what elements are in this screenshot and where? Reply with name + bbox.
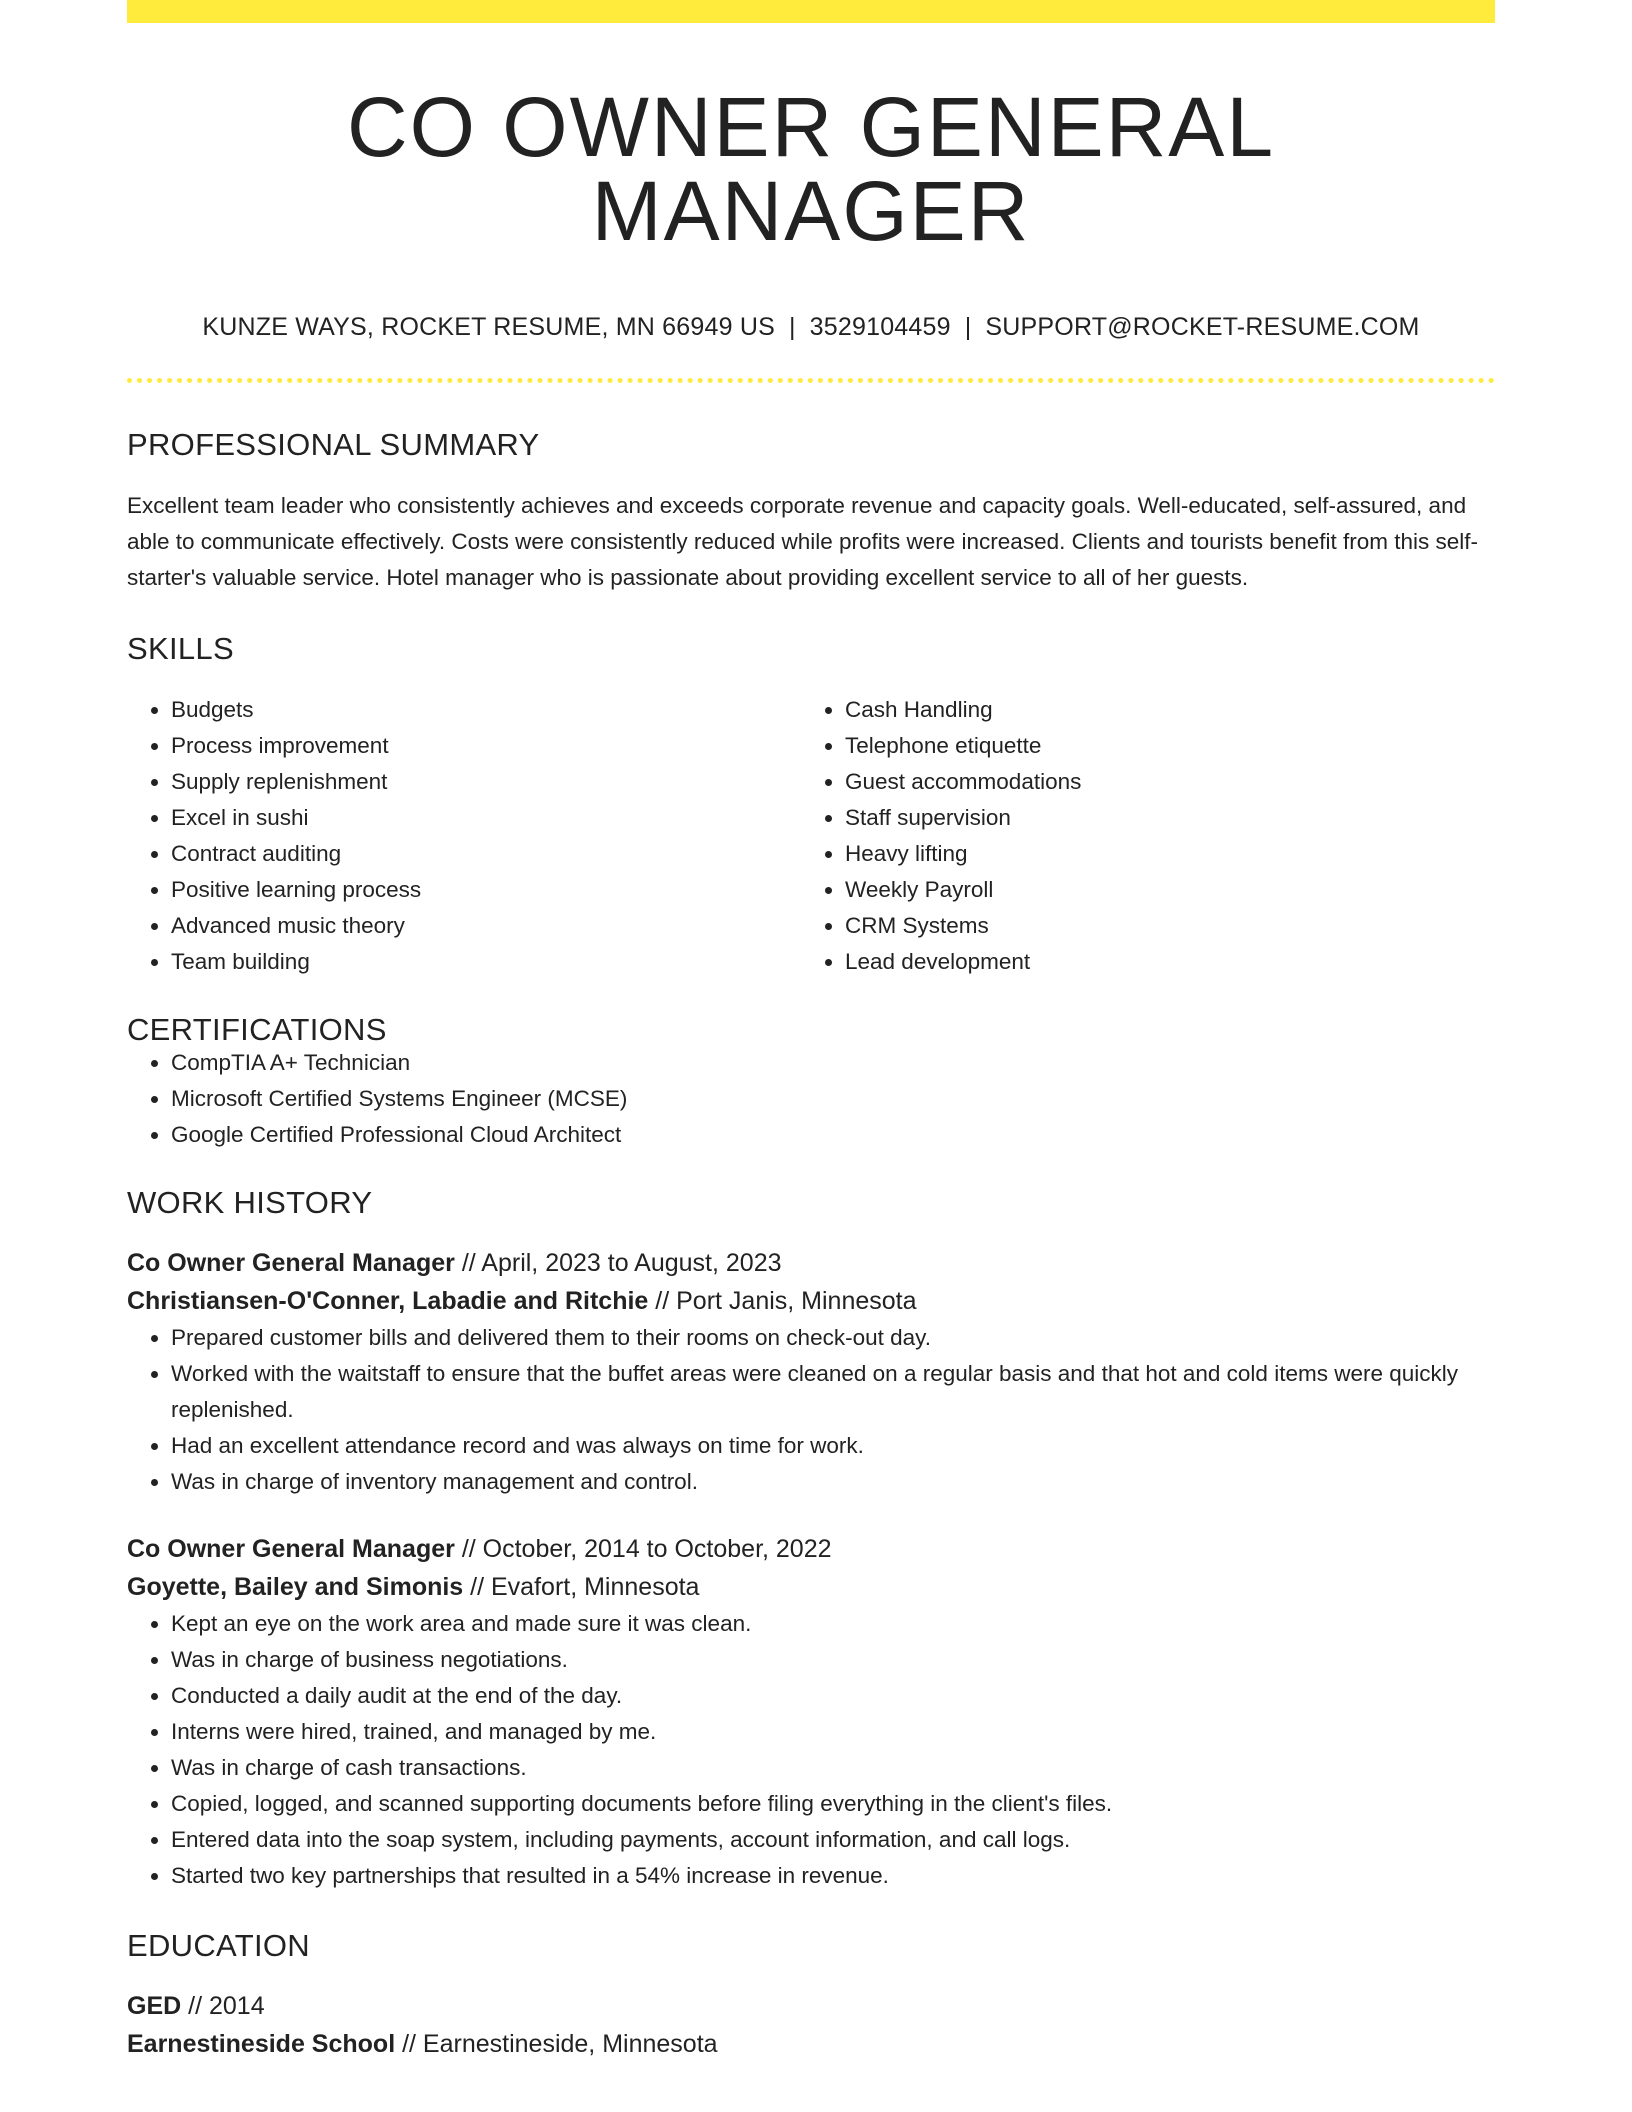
job-duty-item: • Worked with the waitstaff to ensure that the buffet areas were cleaned on a regular basis and that hot and cold items were quickly replenished. <box>171 1356 1495 1428</box>
skill-item: • Guest accommodations <box>845 764 1475 800</box>
summary-heading: PROFESSIONAL SUMMARY <box>127 427 540 462</box>
job-role: Co Owner General Manager <box>127 1535 455 1563</box>
job-company: Christiansen-O'Conner, Labadie and Ritchie <box>127 1287 649 1315</box>
job-duty-item: • Entered data into the soap system, including payments, account information, and call logs. <box>171 1822 1495 1858</box>
skill-item: • Budgets <box>171 692 801 728</box>
candidate-name: CO OWNER GENERAL MANAGER <box>346 80 1276 258</box>
certification-item: • CompTIA A+ Technician <box>171 1045 1495 1081</box>
education-degree-line <box>127 1987 1495 2025</box>
job-company: Goyette, Bailey and Simonis <box>127 1573 464 1601</box>
job-duties-list <box>127 1320 1495 1500</box>
job-location: // Port Janis, Minnesota <box>655 1287 917 1315</box>
certification-item: • Microsoft Certified Systems Engineer (MCSE) <box>171 1081 1495 1117</box>
skill-item: • Excel in sushi <box>171 800 801 836</box>
dotted-divider <box>127 378 1495 383</box>
job-duty-item: • Had an excellent attendance record and was always on time for work. <box>171 1428 1495 1464</box>
job-location: // Evafort, Minnesota <box>470 1573 700 1601</box>
skills-column-right <box>801 692 1475 980</box>
job-duty-item: • Prepared customer bills and delivered them to their rooms on check-out day. <box>171 1320 1495 1356</box>
job-duties-list <box>127 1606 1495 1894</box>
contact-separator: | <box>964 313 972 341</box>
job-dates: // April, 2023 to August, 2023 <box>461 1249 782 1277</box>
contact-separator: | <box>788 313 796 341</box>
certifications-heading: CERTIFICATIONS <box>127 1012 387 1047</box>
job-title-line <box>127 1244 1495 1282</box>
job-duty-item: • Interns were hired, trained, and managed by me. <box>171 1714 1495 1750</box>
skill-item: • Supply replenishment <box>171 764 801 800</box>
skill-item: • Process improvement <box>171 728 801 764</box>
skill-item: • Positive learning process <box>171 872 801 908</box>
job-duty-item: • Kept an eye on the work area and made sure it was clean. <box>171 1606 1495 1642</box>
skills-grid <box>127 692 1495 980</box>
job-duty-item: • Was in charge of cash transactions. <box>171 1750 1495 1786</box>
education-year: // 2014 <box>188 1992 265 2020</box>
job-duty-item: • Conducted a daily audit at the end of the day. <box>171 1678 1495 1714</box>
skill-item: • Cash Handling <box>845 692 1475 728</box>
contact-address: KUNZE WAYS, ROCKET RESUME, MN 66949 US <box>202 313 775 341</box>
education-location: // Earnestineside, Minnesota <box>402 2030 718 2058</box>
education-school: Earnestineside School <box>127 2030 396 2058</box>
skill-item: • Lead development <box>845 944 1475 980</box>
skills-column-left <box>127 692 801 980</box>
skills-heading: SKILLS <box>127 631 234 666</box>
skill-item: • Staff supervision <box>845 800 1475 836</box>
education-degree: GED <box>127 1992 182 2020</box>
job-dates: // October, 2014 to October, 2022 <box>461 1535 832 1563</box>
education-heading: EDUCATION <box>127 1928 310 1963</box>
job-title-line <box>127 1530 1495 1568</box>
job-duty-item: • Was in charge of business negotiations. <box>171 1642 1495 1678</box>
work-history-heading: WORK HISTORY <box>127 1185 373 1220</box>
certifications-list <box>127 1045 1495 1153</box>
skill-item: • Heavy lifting <box>845 836 1475 872</box>
skill-item: • Telephone etiquette <box>845 728 1475 764</box>
skill-item: • Weekly Payroll <box>845 872 1475 908</box>
resume-page <box>127 0 1495 2063</box>
job-duty-item: • Started two key partnerships that resulted in a 54% increase in revenue. <box>171 1858 1495 1894</box>
job-company-line <box>127 1282 1495 1320</box>
job-duty-item: • Was in charge of inventory management and control. <box>171 1464 1495 1500</box>
skill-item: • Contract auditing <box>171 836 801 872</box>
contact-phone: 3529104459 <box>809 313 951 341</box>
skill-item: • Advanced music theory <box>171 908 801 944</box>
accent-top-bar <box>127 0 1495 23</box>
contact-email: SUPPORT@ROCKET-RESUME.COM <box>985 313 1420 341</box>
job-company-line <box>127 1568 1495 1606</box>
summary-text: Excellent team leader who consistently achieves and exceeds corporate revenue and capacity goals. Well-educated, self-assured, and able to communicate effectively. Costs were consistently reduced while profits were increased. Clients and tourists benefit from this self-starter's valuable service. Hotel manager who is passionate about providing excellent service to all of her guests. <box>127 493 1479 590</box>
certification-item: • Google Certified Professional Cloud Architect <box>171 1117 1495 1153</box>
education-school-line <box>127 2025 1495 2063</box>
contact-line <box>127 315 1495 340</box>
job-duty-item: • Copied, logged, and scanned supporting documents before filing everything in the client's files. <box>171 1786 1495 1822</box>
skill-item: • CRM Systems <box>845 908 1475 944</box>
job-role: Co Owner General Manager <box>127 1249 455 1277</box>
skill-item: • Team building <box>171 944 801 980</box>
